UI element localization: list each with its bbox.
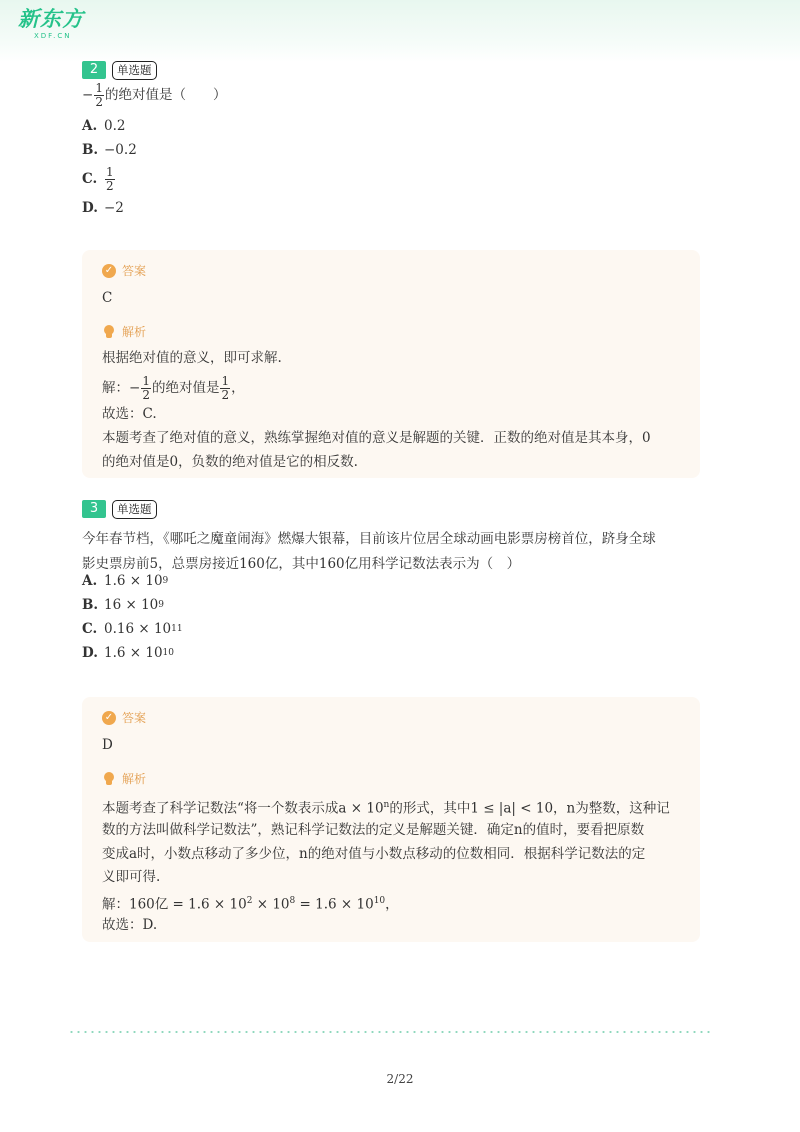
frac-numerator: 1 bbox=[142, 373, 150, 388]
question-3 bbox=[82, 499, 702, 661]
option-letter: A. bbox=[82, 573, 98, 589]
analysis-text: 本题考查了科学记数法“将一个数表示成 bbox=[102, 800, 339, 817]
frac-numerator: 1 bbox=[106, 164, 114, 179]
option-c[interactable] bbox=[82, 619, 183, 639]
analysis-line: 义即可得. bbox=[102, 869, 161, 885]
answer-label-text: 答案 bbox=[122, 264, 147, 278]
analysis-fraction bbox=[141, 375, 151, 402]
page-number: 2/22 bbox=[386, 1072, 414, 1086]
analysis-fraction bbox=[220, 375, 230, 402]
analysis-line bbox=[102, 374, 684, 402]
option-exponent: 9 bbox=[162, 576, 169, 586]
analysis-exponent: 2 bbox=[246, 896, 253, 906]
brand-logo bbox=[18, 6, 84, 40]
analysis-exponent: 8 bbox=[289, 896, 296, 906]
frac-denominator: 2 bbox=[106, 178, 114, 193]
answer-label bbox=[102, 709, 146, 726]
answer-panel-2 bbox=[82, 250, 700, 478]
answer-label-text: 答案 bbox=[122, 711, 147, 725]
stem-fraction bbox=[94, 82, 104, 109]
frac-numerator: 1 bbox=[95, 80, 103, 95]
logo-text: 新东方 bbox=[18, 7, 84, 31]
option-text: −2 bbox=[104, 200, 124, 216]
option-text: 1.6 × 10 bbox=[104, 645, 163, 661]
analysis-line: 根据绝对值的意义，即可求解. bbox=[102, 350, 282, 366]
question-stem-line: 今年春节档，《哪吒之魔童闹海》燃爆大银幕，目前该片位居全球动画电影票房榜首位，跻身全球 bbox=[82, 531, 656, 547]
option-letter: C. bbox=[82, 621, 98, 637]
question-2 bbox=[82, 60, 702, 216]
option-text: 0.16 × 10 bbox=[104, 621, 172, 637]
option-letter: D. bbox=[82, 645, 98, 661]
frac-denominator: 2 bbox=[142, 387, 150, 402]
lightbulb-icon bbox=[102, 325, 116, 339]
analysis-exponent: n bbox=[383, 800, 390, 810]
check-badge-icon: ✓ bbox=[102, 264, 116, 278]
option-d[interactable] bbox=[82, 198, 124, 218]
answer-value: D bbox=[102, 737, 113, 753]
analysis-math: a × 10 bbox=[338, 800, 384, 817]
check-badge-icon: ✓ bbox=[102, 711, 116, 725]
option-exponent: 10 bbox=[162, 648, 174, 658]
analysis-line: 本题考查了绝对值的意义，熟练掌握绝对值的意义是解题的关键．正数的绝对值是其本身，0 bbox=[102, 430, 651, 446]
analysis-math: 解：160亿 = 1.6 × 10 bbox=[102, 896, 247, 913]
analysis-label-text: 解析 bbox=[122, 772, 147, 786]
logo-subtext: XDF.CN bbox=[34, 32, 72, 40]
option-letter: B. bbox=[82, 597, 99, 613]
analysis-text: 的绝对值是 bbox=[151, 380, 220, 396]
question-number: 3 bbox=[82, 500, 106, 518]
footer-divider bbox=[68, 1031, 710, 1033]
option-b[interactable] bbox=[82, 595, 164, 615]
frac-numerator: 1 bbox=[221, 373, 230, 388]
analysis-line: 故选：C. bbox=[102, 406, 157, 422]
option-text: 0.2 bbox=[104, 118, 126, 134]
frac-denominator: 2 bbox=[95, 94, 103, 109]
question-type-badge: 单选题 bbox=[112, 500, 157, 519]
question-type-badge: 单选题 bbox=[112, 61, 157, 80]
analysis-text: ， bbox=[385, 896, 399, 913]
stem-text: 的绝对值是（ ） bbox=[104, 86, 227, 103]
option-exponent: 11 bbox=[171, 624, 183, 634]
header-banner bbox=[0, 0, 800, 62]
option-exponent: 9 bbox=[158, 600, 164, 610]
option-letter: B. bbox=[82, 142, 99, 158]
analysis-label-text: 解析 bbox=[122, 325, 147, 339]
option-letter: C. bbox=[82, 171, 98, 187]
analysis-math: × 10 bbox=[252, 896, 290, 913]
option-text: 1.6 × 10 bbox=[104, 573, 163, 589]
option-letter: D. bbox=[82, 200, 98, 216]
option-d[interactable] bbox=[82, 643, 174, 663]
option-letter: A. bbox=[82, 118, 98, 134]
option-c[interactable] bbox=[82, 162, 116, 196]
analysis-line: 变成a时，小数点移动了多少位，n的绝对值与小数点移动的位数相同．根据科学记数法的定 bbox=[102, 846, 646, 862]
analysis-line: 故选：D. bbox=[102, 917, 158, 933]
stem-sign: − bbox=[82, 86, 94, 103]
question-stem-line: 影史票房前5，总票房接近160亿，其中160亿用科学记数法表示为（ ） bbox=[82, 556, 521, 572]
answer-panel-3 bbox=[82, 697, 700, 942]
analysis-line: 数的方法叫做科学记数法”，熟记科学记数法的定义是解题关键．确定n的值时，要看把原数 bbox=[102, 822, 645, 838]
option-a[interactable] bbox=[82, 571, 168, 591]
option-text: 16 × 10 bbox=[104, 597, 159, 613]
analysis-label bbox=[102, 770, 146, 787]
analysis-text: 的形式，其中1 ≤ |a| < 10，n为整数，这种记 bbox=[389, 800, 670, 817]
answer-label bbox=[102, 262, 146, 279]
analysis-math: = 1.6 × 10 bbox=[295, 896, 374, 913]
answer-value: C bbox=[102, 290, 113, 306]
frac-denominator: 2 bbox=[221, 387, 230, 402]
analysis-line: 的绝对值是0，负数的绝对值是它的相反数. bbox=[102, 454, 358, 470]
analysis-text: ， bbox=[231, 380, 245, 396]
analysis-exponent: 10 bbox=[373, 896, 386, 906]
question-stem bbox=[82, 82, 702, 108]
option-text: −0.2 bbox=[104, 142, 137, 158]
question-number: 2 bbox=[82, 61, 106, 79]
analysis-text: 解：− bbox=[102, 380, 141, 396]
option-a[interactable] bbox=[82, 116, 125, 136]
option-b[interactable] bbox=[82, 140, 137, 160]
lightbulb-icon bbox=[102, 772, 116, 786]
option-fraction bbox=[105, 166, 115, 193]
analysis-label bbox=[102, 323, 146, 340]
analysis-line bbox=[102, 793, 684, 821]
